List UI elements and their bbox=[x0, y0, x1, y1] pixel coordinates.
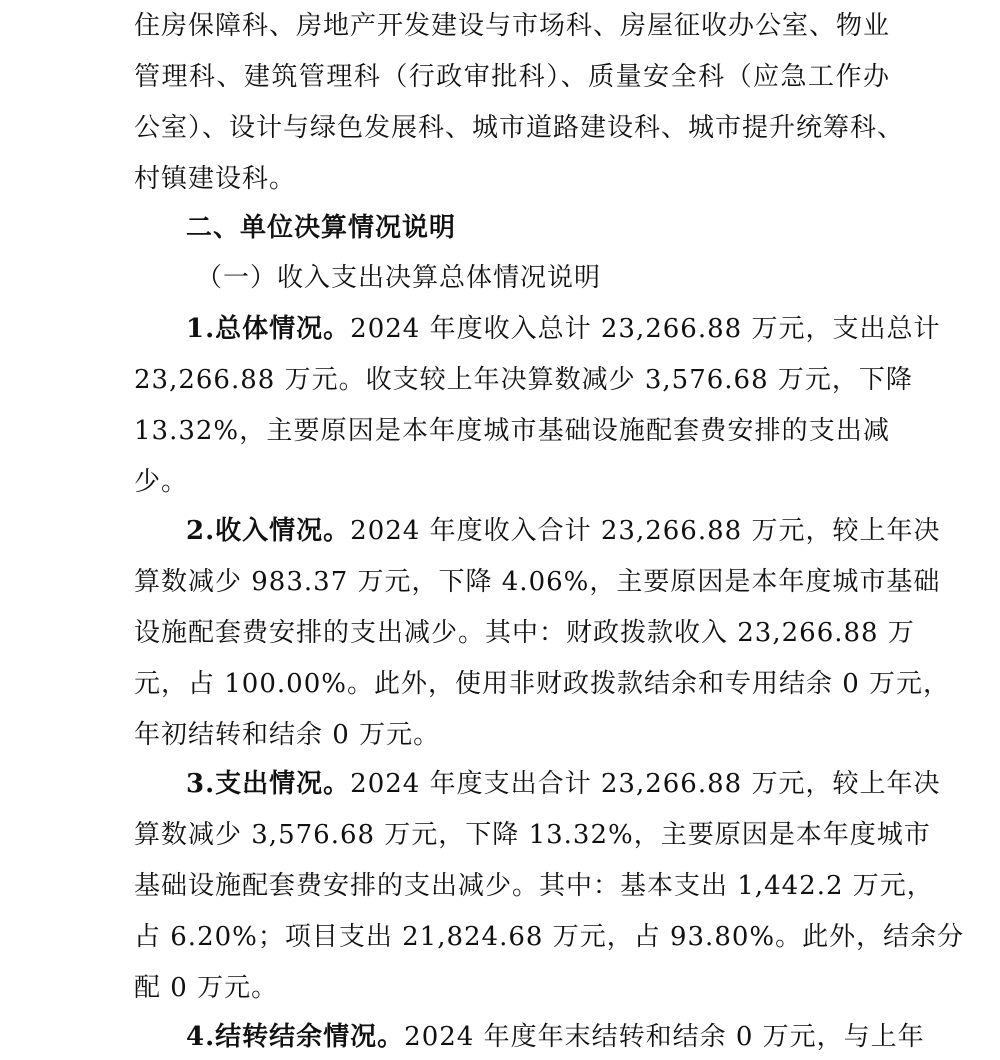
overall-text-start: 2024 年度收入总计 23,266.88 万元，支出总计 bbox=[350, 314, 941, 344]
expense-paragraph-line-1 bbox=[186, 764, 941, 804]
expense-paragraph-line-2: 算数减少 3,576.68 万元，下降 13.32%，主要原因是本年度城市 bbox=[134, 820, 931, 850]
overall-paragraph-line-2: 23,266.88 万元。收支较上年决算数减少 3,576.68 万元，下降 bbox=[134, 365, 913, 395]
expense-text-start: 2024 年度支出合计 23,266.88 万元，较上年决 bbox=[350, 769, 941, 799]
overall-paragraph-line-1 bbox=[186, 309, 941, 349]
expense-title: 3.支出情况。 bbox=[186, 769, 351, 799]
expense-paragraph-line-3: 基础设施配套费安排的支出减少。其中：基本支出 1,442.2 万元， bbox=[134, 871, 934, 901]
income-title: 2.收入情况。 bbox=[186, 516, 351, 546]
income-paragraph-line-2: 算数减少 983.37 万元，下降 4.06%，主要原因是本年度城市基础 bbox=[134, 567, 941, 597]
overall-paragraph-line-3: 13.32%，主要原因是本年度城市基础设施配套费安排的支出减 bbox=[134, 416, 890, 446]
org-list-line-2: 管理科、建筑管理科（行政审批科）、质量安全科（应急工作办 bbox=[134, 62, 890, 92]
income-text-start: 2024 年度收入合计 23,266.88 万元，较上年决 bbox=[350, 516, 941, 546]
overall-paragraph-line-4: 少。 bbox=[134, 467, 189, 497]
income-paragraph-line-5: 年初结转和结余 0 万元。 bbox=[134, 720, 441, 750]
subsection-heading: （一）收入支出决算总体情况说明 bbox=[196, 263, 602, 293]
income-paragraph-line-3: 设施配套费安排的支出减少。其中：财政拨款收入 23,266.88 万 bbox=[134, 618, 915, 648]
org-list-line-4: 村镇建设科。 bbox=[134, 164, 297, 194]
income-paragraph-line-4: 元，占 100.00%。此外，使用非财政拨款结余和专用结余 0 万元， bbox=[134, 669, 951, 699]
income-paragraph-line-1 bbox=[186, 511, 941, 551]
overall-title: 1.总体情况。 bbox=[186, 314, 351, 344]
carryover-text-start: 2024 年度年末结转和结余 0 万元，与上年 bbox=[404, 1022, 925, 1052]
section-heading: 二、单位决算情况说明 bbox=[186, 213, 457, 243]
org-list-line-1: 住房保障科、房地产开发建设与市场科、房屋征收办公室、物业 bbox=[134, 11, 891, 41]
expense-paragraph-line-5: 配 0 万元。 bbox=[134, 973, 279, 1003]
expense-paragraph-line-4: 占 6.20%；项目支出 21,824.68 万元，占 93.80%。此外，结余分 bbox=[134, 922, 965, 952]
carryover-title: 4.结转结余情况。 bbox=[186, 1022, 405, 1052]
carryover-paragraph-line-1 bbox=[186, 1017, 925, 1057]
org-list-line-3: 公室）、设计与绿色发展科、城市道路建设科、城市提升统筹科、 bbox=[134, 113, 905, 143]
